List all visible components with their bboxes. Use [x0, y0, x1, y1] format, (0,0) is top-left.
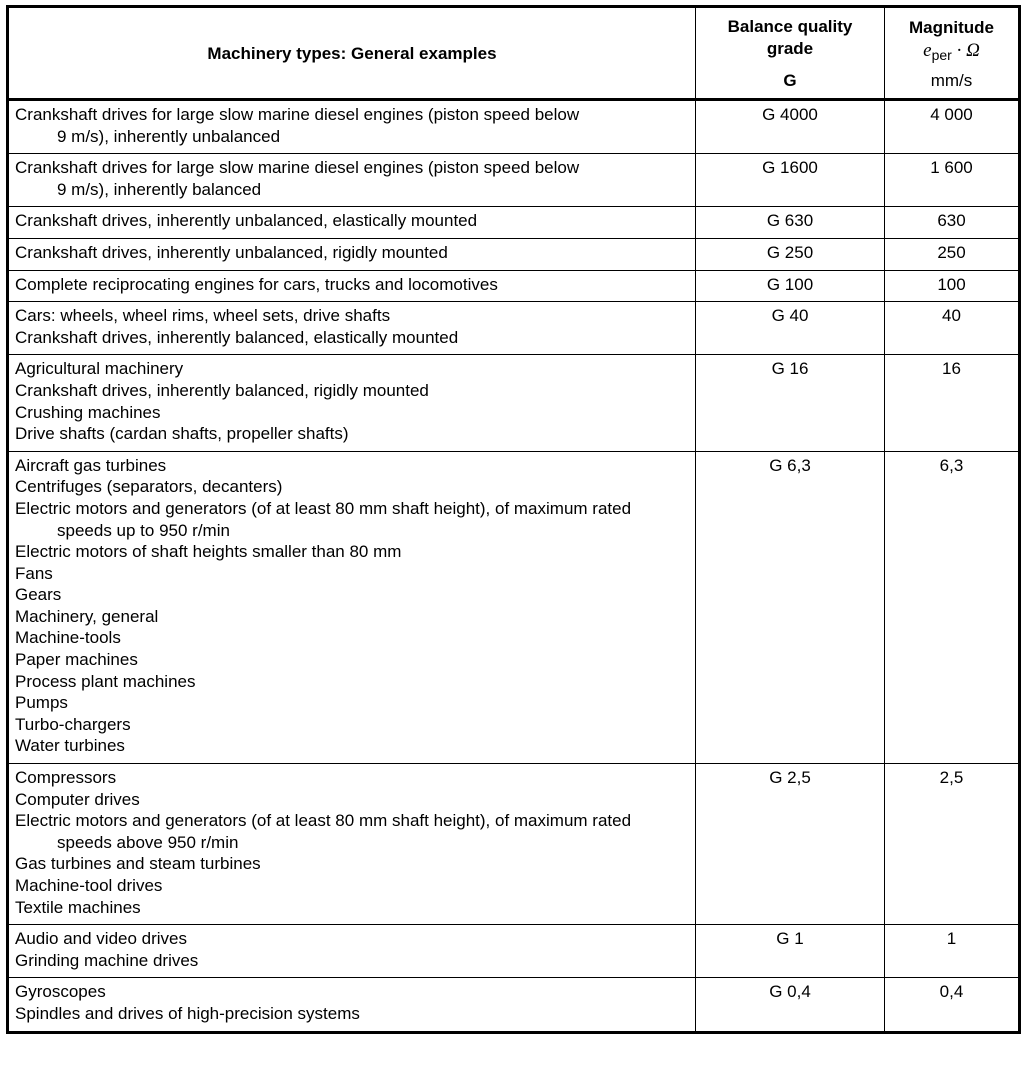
magnitude-cell: 40: [885, 302, 1020, 355]
machinery-example-line: Audio and video drives: [15, 929, 188, 949]
machinery-example-line: Process plant machines: [15, 671, 196, 691]
magnitude-cell: 16: [885, 355, 1020, 451]
machinery-example-line: Paper machines: [15, 650, 138, 670]
balance-grade-cell: G 630: [696, 207, 885, 239]
machinery-example-line: 9 m/s), inherently unbalanced: [57, 126, 281, 146]
balance-grade-cell: G 16: [696, 355, 885, 451]
machinery-example-line: Centrifuges (separators, decanters): [15, 477, 283, 497]
machinery-example-line: speeds up to 950 r/min: [57, 520, 230, 540]
balance-grade-cell: G 0,4: [696, 978, 885, 1032]
machinery-example-line: Crankshaft drives, inherently balanced, rigidly mounted: [15, 380, 429, 400]
machinery-example-line: Electric motors and generators (of at least 80 mm shaft height), of maximum rated: [15, 811, 632, 831]
table-row: [8, 355, 1020, 451]
balance-grade-cell: G 4000: [696, 100, 885, 154]
machinery-example-line: Gyroscopes: [15, 982, 106, 1002]
balance-grade-header-line1: Balance quality: [727, 17, 853, 36]
grade-symbol: G: [783, 71, 797, 90]
table-body: [8, 100, 1020, 1033]
table-row: [8, 764, 1020, 925]
machinery-example-line: Grinding machine drives: [15, 950, 199, 970]
balance-grade-cell: G 40: [696, 302, 885, 355]
machinery-example-line: Water turbines: [15, 736, 125, 756]
formula-omega: · Ω: [951, 39, 980, 61]
magnitude-unit: mm/s: [930, 70, 973, 90]
machinery-example-line: Aircraft gas turbines: [15, 455, 167, 475]
magnitude-cell: 0,4: [885, 978, 1020, 1032]
machinery-example-line: Agricultural machinery: [15, 359, 184, 379]
table-row: [8, 154, 1020, 207]
magnitude-formula: [889, 40, 1014, 66]
magnitude-header-label: Magnitude: [909, 17, 994, 37]
magnitude-cell: 630: [885, 207, 1020, 239]
balance-grade-header: [696, 7, 885, 100]
machinery-examples-cell: [8, 270, 696, 302]
table-row: [8, 925, 1020, 978]
machinery-examples-cell: [8, 978, 696, 1032]
balance-grade-header-line2: grade: [766, 39, 814, 58]
machinery-example-line: Pumps: [15, 693, 68, 713]
machinery-example-line: Fans: [15, 563, 53, 583]
magnitude-header: [885, 7, 1020, 100]
table-row: [8, 100, 1020, 154]
machinery-example-line: Spindles and drives of high-precision systems: [15, 1003, 360, 1023]
machinery-example-line: Electric motors of shaft heights smaller than 80 mm: [15, 542, 402, 562]
machinery-types-header: [8, 7, 696, 100]
machinery-example-line: Crankshaft drives, inherently unbalanced, elastically mounted: [15, 211, 478, 231]
machinery-example-line: Compressors: [15, 768, 117, 788]
machinery-example-line: Crankshaft drives for large slow marine diesel engines (piston speed below: [15, 158, 580, 178]
table-row: [8, 238, 1020, 270]
machinery-example-line: Crushing machines: [15, 402, 161, 422]
machinery-examples-cell: [8, 207, 696, 239]
formula-subscript: per: [931, 46, 952, 63]
table-header-row: [8, 7, 1020, 100]
table-row: [8, 451, 1020, 763]
machinery-examples-cell: [8, 302, 696, 355]
machinery-examples-cell: [8, 764, 696, 925]
balance-grade-cell: G 2,5: [696, 764, 885, 925]
machinery-example-line: Textile machines: [15, 897, 141, 917]
balance-grade-cell: G 6,3: [696, 451, 885, 763]
machinery-examples-cell: [8, 238, 696, 270]
machinery-example-line: Electric motors and generators (of at least 80 mm shaft height), of maximum rated: [15, 498, 632, 518]
machinery-example-line: Crankshaft drives, inherently unbalanced, rigidly mounted: [15, 242, 448, 262]
balance-grade-cell: G 1600: [696, 154, 885, 207]
machinery-example-line: Machinery, general: [15, 606, 159, 626]
machinery-example-line: Machine-tools: [15, 628, 121, 648]
table-row: [8, 302, 1020, 355]
machinery-example-line: speeds above 950 r/min: [57, 832, 239, 852]
machinery-examples-cell: [8, 154, 696, 207]
formula-e: e: [923, 39, 932, 61]
magnitude-cell: 6,3: [885, 451, 1020, 763]
balance-grade-cell: G 1: [696, 925, 885, 978]
machinery-examples-cell: [8, 100, 696, 154]
machinery-example-line: Crankshaft drives, inherently balanced, elastically mounted: [15, 327, 459, 347]
machinery-example-line: Cars: wheels, wheel rims, wheel sets, drive shafts: [15, 306, 391, 326]
machinery-example-line: Complete reciprocating engines for cars, trucks and locomotives: [15, 274, 498, 294]
machinery-example-line: Gears: [15, 585, 62, 605]
machinery-example-line: Machine-tool drives: [15, 876, 163, 895]
magnitude-cell: 2,5: [885, 764, 1020, 925]
machinery-example-line: Computer drives: [15, 789, 140, 809]
table-row: [8, 207, 1020, 239]
machinery-example-line: Drive shafts (cardan shafts, propeller shafts): [15, 424, 349, 444]
table-row: [8, 978, 1020, 1032]
magnitude-cell: 1: [885, 925, 1020, 978]
magnitude-cell: 4 000: [885, 100, 1020, 154]
machinery-examples-cell: [8, 355, 696, 451]
magnitude-cell: 250: [885, 238, 1020, 270]
magnitude-cell: 100: [885, 270, 1020, 302]
balance-grade-cell: G 100: [696, 270, 885, 302]
machinery-example-line: Gas turbines and steam turbines: [15, 854, 261, 874]
machinery-examples-cell: [8, 451, 696, 763]
machinery-example-line: Crankshaft drives for large slow marine diesel engines (piston speed below: [15, 105, 580, 124]
table-row: [8, 270, 1020, 302]
machinery-example-line: Turbo-chargers: [15, 714, 131, 734]
machinery-examples-cell: [8, 925, 696, 978]
machinery-example-line: 9 m/s), inherently balanced: [57, 179, 262, 199]
magnitude-cell: 1 600: [885, 154, 1020, 207]
machinery-types-header-label: Machinery types: General examples: [207, 44, 497, 63]
balance-quality-table: [6, 5, 1021, 1034]
balance-grade-cell: G 250: [696, 238, 885, 270]
